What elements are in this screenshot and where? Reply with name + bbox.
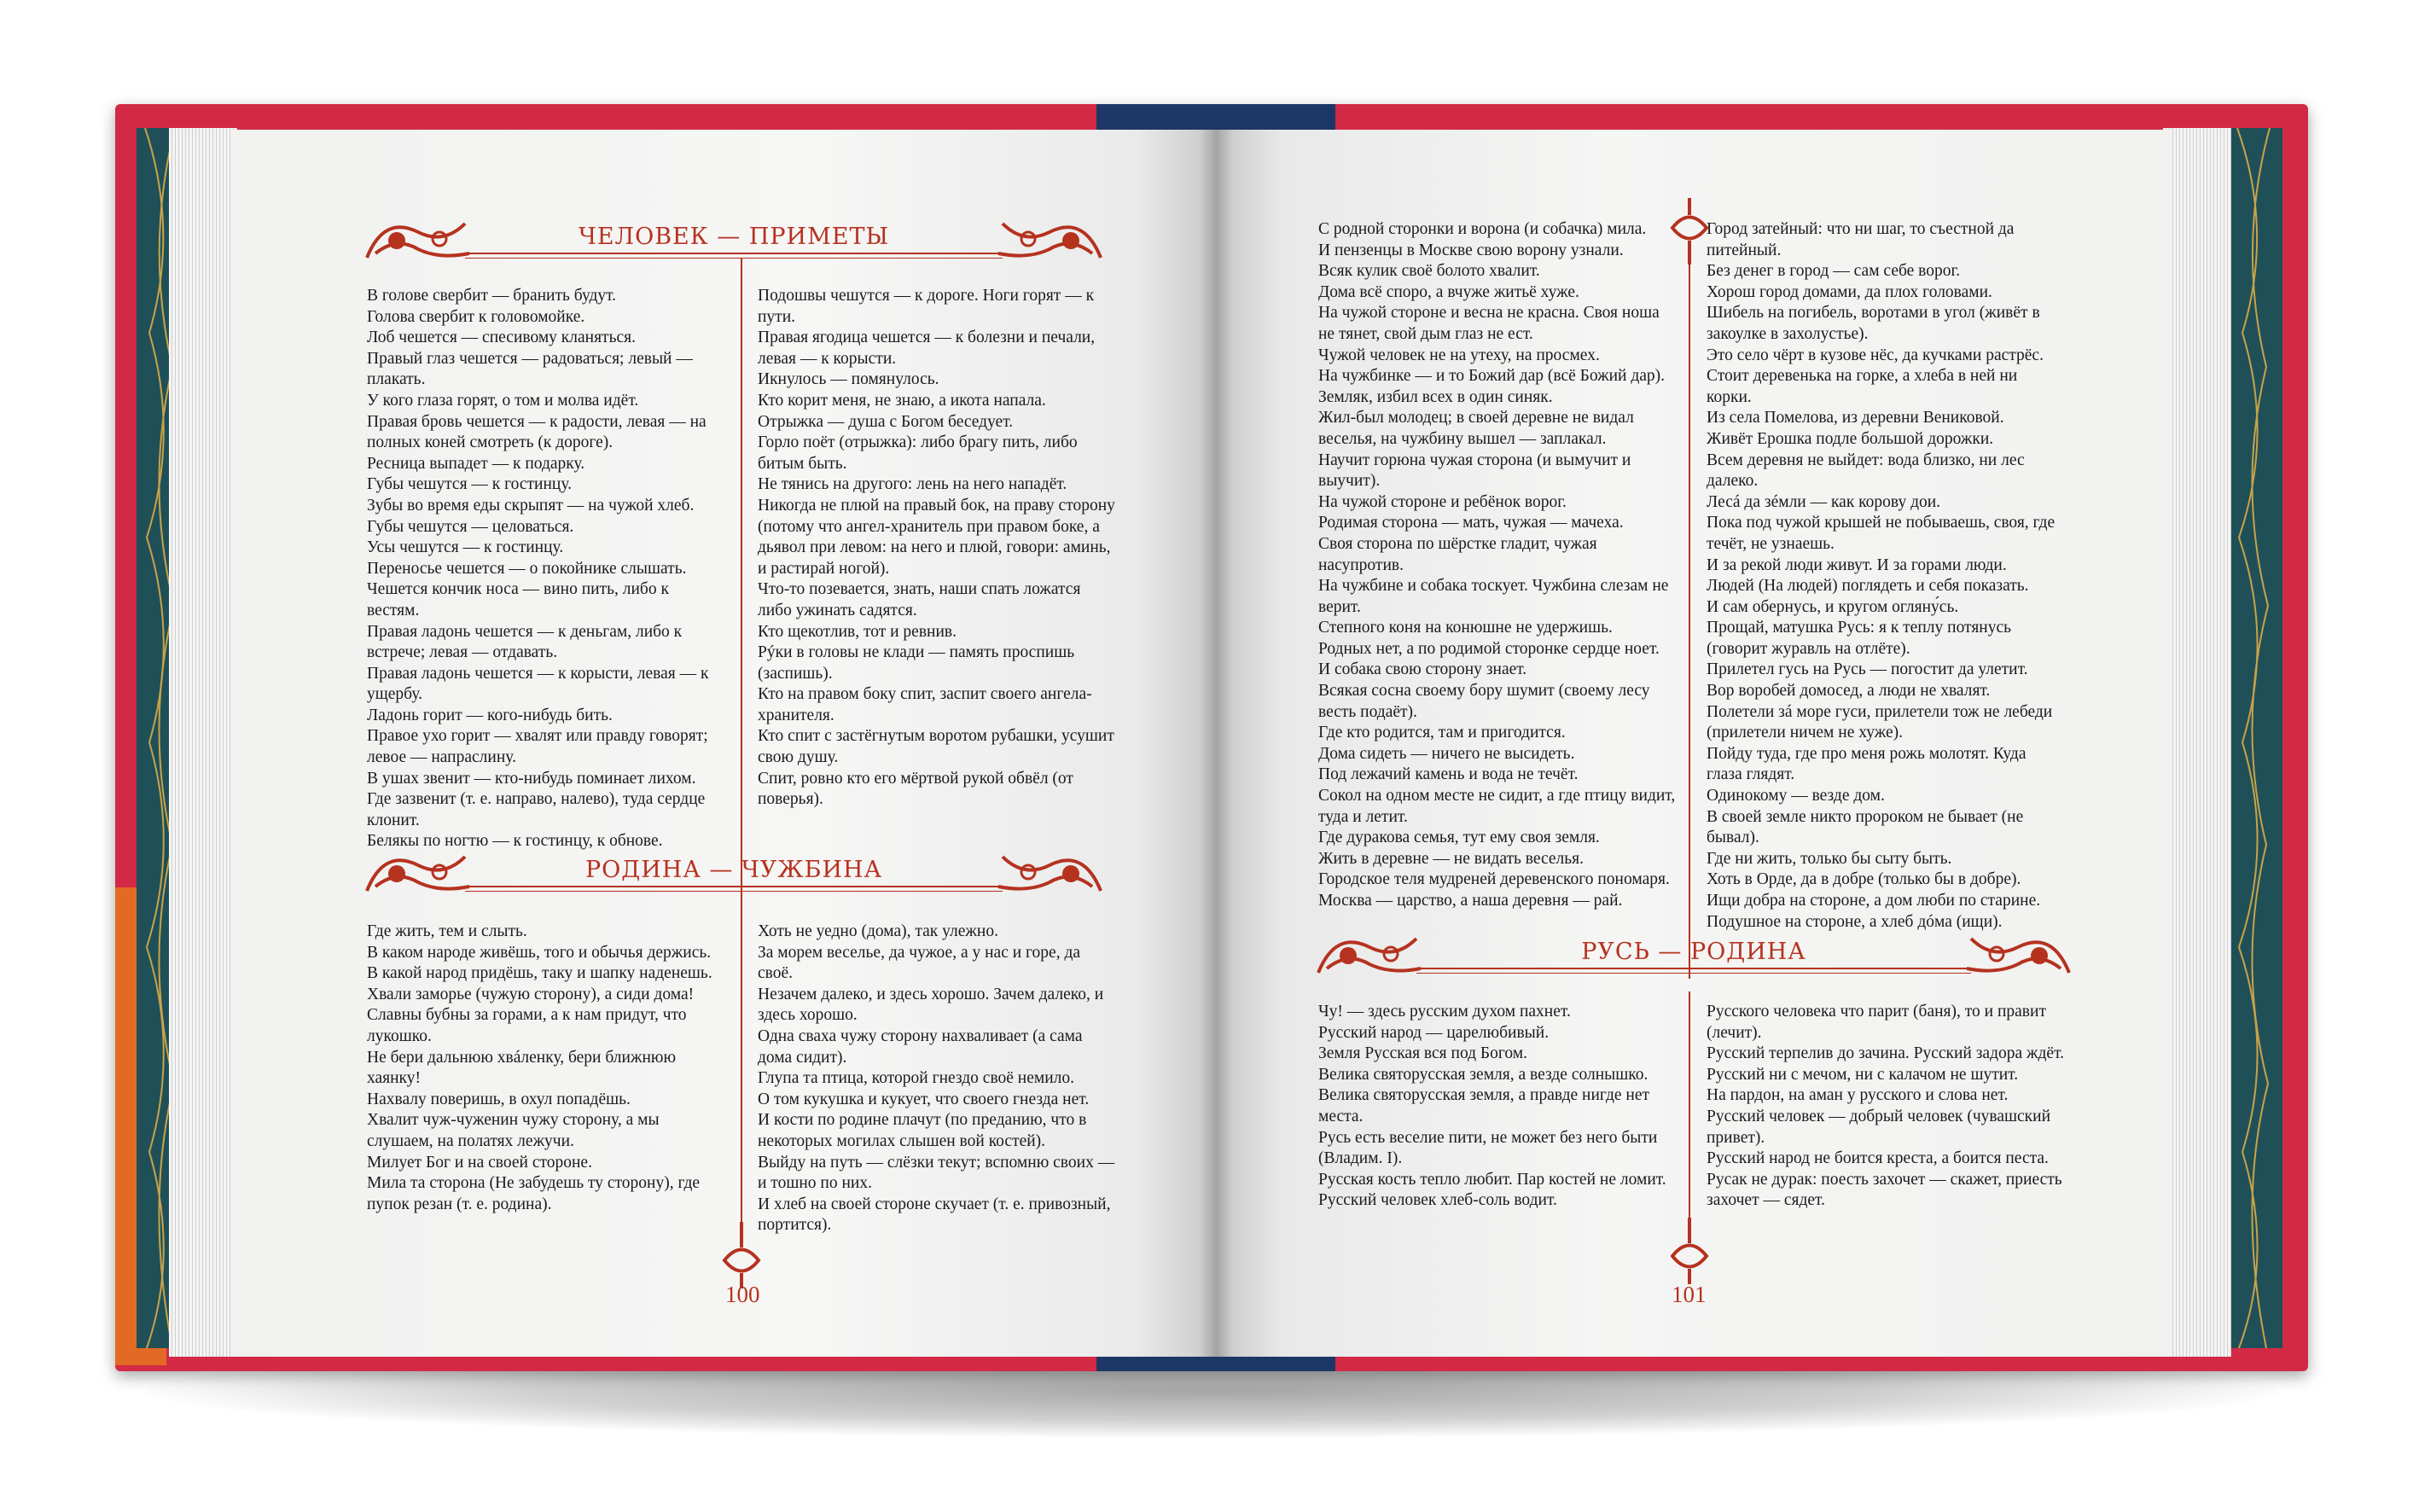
- column-divider: [741, 919, 742, 1235]
- proverb-line: Людей (На людей) поглядеть и себя показать.: [1707, 577, 2029, 596]
- section-title: РУСЬ — РОДИНА: [1581, 939, 1806, 965]
- text-column: [367, 286, 725, 852]
- proverb-line: На чужой стороне и весна не красна. Своя ноша не тянет, свой дым глаз не ест.: [1318, 304, 1660, 343]
- page-edges-left: [169, 128, 237, 1357]
- proverb-line: И кости по родине плачут (по преданию, что в некоторых могилах слышен вой костей).: [758, 1111, 1087, 1150]
- text-column: [367, 922, 725, 1215]
- proverb-line: Всем деревня не выйдет: вода близко, ни лес далеко.: [1707, 451, 2025, 491]
- proverb-line: Пока под чужой крышей не побываешь, своя, где течёт, не узнаешь.: [1707, 514, 2056, 553]
- proverb-line: Степного коня на конюшне не удержишь.: [1318, 619, 1613, 637]
- text-column: [1707, 219, 2065, 933]
- proverb-line: Русский терпелив до зачина. Русский задора ждёт.: [1707, 1044, 2065, 1063]
- proverb-line: Где дуракова семья, тут ему своя земля.: [1318, 829, 1600, 847]
- text-column: [758, 286, 1116, 811]
- proverb-line: Стоит деревенька на горке, а хлеба в ней ни корки.: [1707, 367, 2018, 406]
- proverb-line: Правое ухо горит — хвалят или правду говорят; левое — напраслину.: [367, 727, 708, 767]
- proverb-line: Велика святорусская земля, а везде солнышко.: [1318, 1065, 1649, 1084]
- section-heading-priметы: [358, 206, 1109, 275]
- proverb-line: Русский человек — добрый человек (чувашский привет).: [1707, 1107, 2051, 1147]
- proverb-line: Рýки в головы не клади — память проспишь (заспишь).: [758, 643, 1075, 683]
- proverb-line: Спит, ровно кто его мёртвой рукой обвёл (от поверья).: [758, 769, 1073, 809]
- proverb-line: Русский народ не боится креста, а боится песта.: [1707, 1149, 2049, 1168]
- proverb-line: Хвалит чуж-чуженин чужу сторону, а мы слушаем, на полатях лежучи.: [367, 1111, 660, 1150]
- proverb-line: Русский народ — царелюбивый.: [1318, 1023, 1550, 1042]
- proverb-line: Русского человека что парит (баня), то и правит (лечит).: [1707, 1003, 2046, 1042]
- proverb-line: Ладонь горит — кого-нибудь бить.: [367, 706, 613, 724]
- proverb-line: Где ни жить, только бы сыту быть.: [1707, 849, 1952, 868]
- proverb-line: Никогда не плюй на правый бок, на праву сторону (потому что ангел-хранитель при правом боке, а дьявол при левом: на него и плюй, говори: аминь, и растирай ногой).: [758, 496, 1115, 578]
- ornament-right-icon: [990, 840, 1109, 908]
- proverb-line: Милует Бог и на своей стороне.: [367, 1153, 592, 1172]
- proverb-line: Сокол на одном месте не сидит, а где птицу видит, туда и летит.: [1318, 787, 1676, 826]
- proverb-line: Икнулось — помянулось.: [758, 370, 939, 389]
- text-column: [1707, 1002, 2065, 1212]
- proverb-line: В каком народе живёшь, того и обычья держись.: [367, 943, 712, 962]
- column-divider: [1689, 992, 1690, 1226]
- column-divider: [741, 258, 742, 923]
- proverb-line: Не тянись на другого: лень на него нападёт.: [758, 475, 1067, 494]
- proverb-line: Нахвалу поверишь, в охул попадёшь.: [367, 1090, 631, 1108]
- proverb-line: Дома всё споро, а вчуже житьё хуже.: [1318, 282, 1579, 301]
- proverb-line: Живёт Ерошка подле большой дорожки.: [1707, 429, 1994, 448]
- proverb-line: Правая ягодица чешется — к болезни и печали, левая — к корысти.: [758, 329, 1096, 368]
- proverb-line: Подошвы чешутся — к дороге. Ноги горят — к пути.: [758, 287, 1095, 326]
- proverb-line: И пензенцы в Москве свою ворону узнали.: [1318, 241, 1624, 259]
- proverb-line: Земляк, избил всех в один синяк.: [1318, 387, 1553, 406]
- proverb-line: Ресница выпадет — к подарку.: [367, 454, 585, 473]
- proverb-line: Русак не дурак: поесть захочет — скажет, приесть захочет — сядет.: [1707, 1170, 2062, 1210]
- proverb-line: Усы чешутся — к гостинцу.: [367, 538, 564, 557]
- proverb-line: Горло поёт (отрыжка): либо брагу пить, либо битым быть.: [758, 433, 1078, 473]
- proverb-line: Шибель на погибель, воротами в угол (живёт в закоулке в захолустье).: [1707, 304, 2040, 343]
- proverb-line: Научит горюна чужая сторона (и вымучит и выучит).: [1318, 451, 1631, 491]
- proverb-line: Город затейный: что ни шаг, то съестной да питейный.: [1707, 220, 2015, 259]
- proverb-line: Прощай, матушка Русь: я к теплу потянусь (говорит журавль на отлёте).: [1707, 619, 2012, 658]
- page-number: 101: [1672, 1282, 1707, 1307]
- proverb-line: Глупа та птица, которой гнездо своё немило.: [758, 1069, 1075, 1088]
- proverb-line: Одинокому — везде дом.: [1707, 787, 1885, 805]
- proverb-line: Выйду на путь — слёзки текут; вспомню своих — и тошно по них.: [758, 1153, 1115, 1193]
- cover-ornament-right: [2227, 128, 2282, 1348]
- proverb-line: У кого глаза горят, о том и молва идёт.: [367, 391, 639, 410]
- proverb-line: О том кукушка и кукует, что своего гнезда нет.: [758, 1090, 1090, 1108]
- proverb-line: Хоть в Орде, да в добре (только бы в добре).: [1707, 870, 2021, 889]
- proverb-line: Полетели зá море гуси, прилетели тож не лебеди (прилетели ничем не хуже).: [1707, 702, 2053, 742]
- proverb-line: Мила та сторона (Не забудешь ту сторону), где пупок резан (т. е. родина).: [367, 1174, 701, 1213]
- proverb-line: На пардон, на аман у русского и слова нет.: [1707, 1086, 2009, 1105]
- proverb-line: И хлеб на своей стороне скучает (т. е. привозный, портится).: [758, 1195, 1111, 1235]
- proverb-line: Губы чешутся — к гостинцу.: [367, 475, 573, 494]
- proverb-line: Ищи добра на стороне, а дом люби по старине.: [1707, 892, 2041, 910]
- proverb-line: Что-то позевается, знать, наши спать ложатся либо ужинать садятся.: [758, 580, 1081, 619]
- proverb-line: Кто корит меня, не знаю, а икота напала.: [758, 391, 1046, 410]
- right-page: [1216, 130, 2172, 1357]
- proverb-line: Это село чёрт в кузове нёс, да кучками растрёс.: [1707, 346, 2044, 364]
- proverb-line: Одна сваха чужу сторону нахваливает (а сама дома сидит).: [758, 1026, 1083, 1067]
- proverb-line: Всяк кулик своё болото хвалит.: [1318, 262, 1540, 281]
- proverb-line: Русь есть веселие пити, не может без него быти (Владим. I).: [1318, 1128, 1658, 1168]
- proverb-line: Земля Русская вся под Богом.: [1318, 1044, 1527, 1063]
- knot-ornament-icon: [1660, 1218, 1719, 1286]
- proverb-line: Кто на правом боку спит, заспит своего ангела-хранителя.: [758, 685, 1092, 724]
- proverb-line: На чужбинке — и то Божий дар (всё Божий дар).: [1318, 367, 1666, 386]
- section-title: РОДИНА — ЧУЖБИНА: [584, 857, 883, 883]
- proverb-line: Дома сидеть — ничего не высидеть.: [1318, 744, 1575, 763]
- proverb-line: Кто щекотлив, тот и ревнив.: [758, 622, 957, 641]
- text-column: [758, 922, 1116, 1236]
- proverb-line: На чужой стороне и ребёнок ворог.: [1318, 492, 1567, 511]
- proverb-line: Подушное на стороне, а хлеб дóма (ищи).: [1707, 912, 2003, 931]
- proverb-line: Чу! — здесь русским духом пахнет.: [1318, 1003, 1571, 1021]
- proverb-line: Родимая сторона — мать, чужая — мачеха.: [1318, 514, 1624, 532]
- section-heading-rodina: [358, 840, 1109, 908]
- proverb-line: За морем веселье, да чужое, а у нас и горе, да своё.: [758, 943, 1081, 983]
- proverb-line: На чужбине и собака тоскует. Чужбина слезам не верит.: [1318, 577, 1669, 616]
- proverb-line: И собака свою сторону знает.: [1318, 660, 1527, 679]
- proverb-line: Правая ладонь чешется — к деньгам, либо к встрече; левая — отдавать.: [367, 622, 683, 662]
- knot-ornament-icon: [712, 1222, 771, 1290]
- proverb-line: Где зазвенит (т. е. направо, налево), туда сердце клонит.: [367, 790, 706, 829]
- proverb-line: Русский человек хлеб-соль водит.: [1318, 1191, 1557, 1210]
- page-number: 100: [725, 1282, 760, 1307]
- proverb-line: С родной сторонки и ворона (и собачка) мила.: [1318, 220, 1647, 238]
- proverb-line: Где кто родится, там и пригодится.: [1318, 724, 1566, 742]
- page-edges-right: [2163, 128, 2231, 1357]
- proverb-line: Жил-был молодец; в своей деревне не видал веселья, на чужбину вышел — заплакал.: [1318, 409, 1634, 448]
- proverb-line: Хорош город домами, да плох головами.: [1707, 282, 1992, 301]
- section-title: ЧЕЛОВЕК — ПРИМЕТЫ: [578, 224, 890, 250]
- ornament-right-icon: [990, 206, 1109, 275]
- proverb-line: Всякая сосна своему бору шумит (своему лесу весть подаёт).: [1318, 682, 1650, 721]
- book-gutter: [1199, 130, 1233, 1357]
- text-column: [1318, 1002, 1677, 1212]
- proverb-line: Лесá да зéмли — как корову дои.: [1707, 492, 1941, 511]
- proverb-line: Под лежачий камень и вода не течёт.: [1318, 765, 1579, 784]
- proverb-line: Отрыжка — душа с Богом беседует.: [758, 412, 1014, 431]
- proverb-line: Где жить, тем и слыть.: [367, 922, 527, 940]
- proverb-line: Белякы по ногтю — к гостинцу, к обнове.: [367, 832, 663, 851]
- proverb-line: Правая ладонь чешется — к корысти, левая — к ущербу.: [367, 664, 709, 704]
- proverb-line: Переносье чешется — о покойнике слышать.: [367, 559, 687, 578]
- proverb-line: В своей земле никто пророком не бывает (не бывал).: [1707, 807, 2024, 847]
- proverb-line: Из села Помелова, из деревни Вениковой.: [1707, 409, 2004, 427]
- proverb-line: Лоб чешется — спесивому кланяться.: [367, 329, 636, 347]
- proverb-line: Москва — царство, а наша деревня — рай.: [1318, 892, 1623, 910]
- proverb-line: Губы чешутся — целоваться.: [367, 517, 574, 536]
- proverb-line: Русская кость тепло любит. Пар костей не ломит.: [1318, 1170, 1666, 1189]
- proverb-line: В голове свербит — бранить будут.: [367, 287, 617, 305]
- proverb-line: Зубы во время еды скрыпят — на чужой хлеб.: [367, 496, 695, 515]
- proverb-line: Правая бровь чешется — к радости, левая — на полных коней смотреть (к дороге).: [367, 412, 707, 452]
- proverb-line: Без денег в город — сам себе ворог.: [1707, 262, 1961, 281]
- proverb-line: Чужой человек не на утеху, на просмех.: [1318, 346, 1600, 364]
- column-divider: [1689, 258, 1690, 979]
- proverb-line: Незачем далеко, и здесь хорошо. Зачем далеко, и здесь хорошо.: [758, 985, 1104, 1025]
- ornament-right-icon: [1958, 922, 2078, 990]
- proverb-line: Городское теля мудреней деревенского пономаря.: [1318, 870, 1670, 889]
- proverb-line: Своя сторона по шёрстке гладит, чужая насупротив.: [1318, 534, 1597, 574]
- proverb-line: В какой народ придёшь, таку и шапку наденешь.: [367, 964, 712, 983]
- proverb-line: Пойду туда, где про меня рожь молотят. Куда глаза глядят.: [1707, 744, 2026, 784]
- proverb-line: Славны бубны за горами, а к нам придут, что лукошко.: [367, 1006, 687, 1045]
- proverb-line: Не бери дальнюю хвáленку, бери ближнюю хаянку!: [367, 1048, 677, 1088]
- proverb-line: Кто спит с застёгнутым воротом рубашки, усушит свою душу.: [758, 727, 1114, 767]
- proverb-line: И за рекой люди живут. И за горами люди.: [1707, 555, 2007, 574]
- proverb-line: Хвали заморье (чужую сторону), а сиди дома!: [367, 985, 695, 1003]
- proverb-line: Правый глаз чешется — радоваться; левый — плакать.: [367, 349, 693, 389]
- proverb-line: Велика святорусская земля, а правде нигде нет места.: [1318, 1086, 1650, 1125]
- text-column: [1318, 219, 1677, 912]
- proverb-line: И сам обернусь, и кругом огляну́сь.: [1707, 597, 1959, 616]
- proverb-line: Прилетел гусь на Русь — погостит да улетит.: [1707, 660, 2028, 679]
- proverb-line: В ушах звенит — кто-нибудь поминает лихом.: [367, 769, 696, 788]
- proverb-line: Чешется кончик носа — вино пить, либо к вестям.: [367, 580, 669, 619]
- proverb-line: Родных нет, а по родимой сторонке сердце ноет.: [1318, 639, 1660, 658]
- proverb-line: Голова свербит к головомойке.: [367, 307, 585, 326]
- proverb-line: Хоть не уедно (дома), так улежно.: [758, 922, 998, 940]
- left-page: [230, 130, 1216, 1357]
- proverb-line: Жить в деревне — не видать веселья.: [1318, 849, 1585, 868]
- section-heading-rus: [1310, 922, 2078, 990]
- proverb-line: Русский ни с мечом, ни с калачом не шутит.: [1707, 1065, 2019, 1084]
- proverb-line: Вор воробей домосед, а люди не хвалят.: [1707, 682, 1991, 701]
